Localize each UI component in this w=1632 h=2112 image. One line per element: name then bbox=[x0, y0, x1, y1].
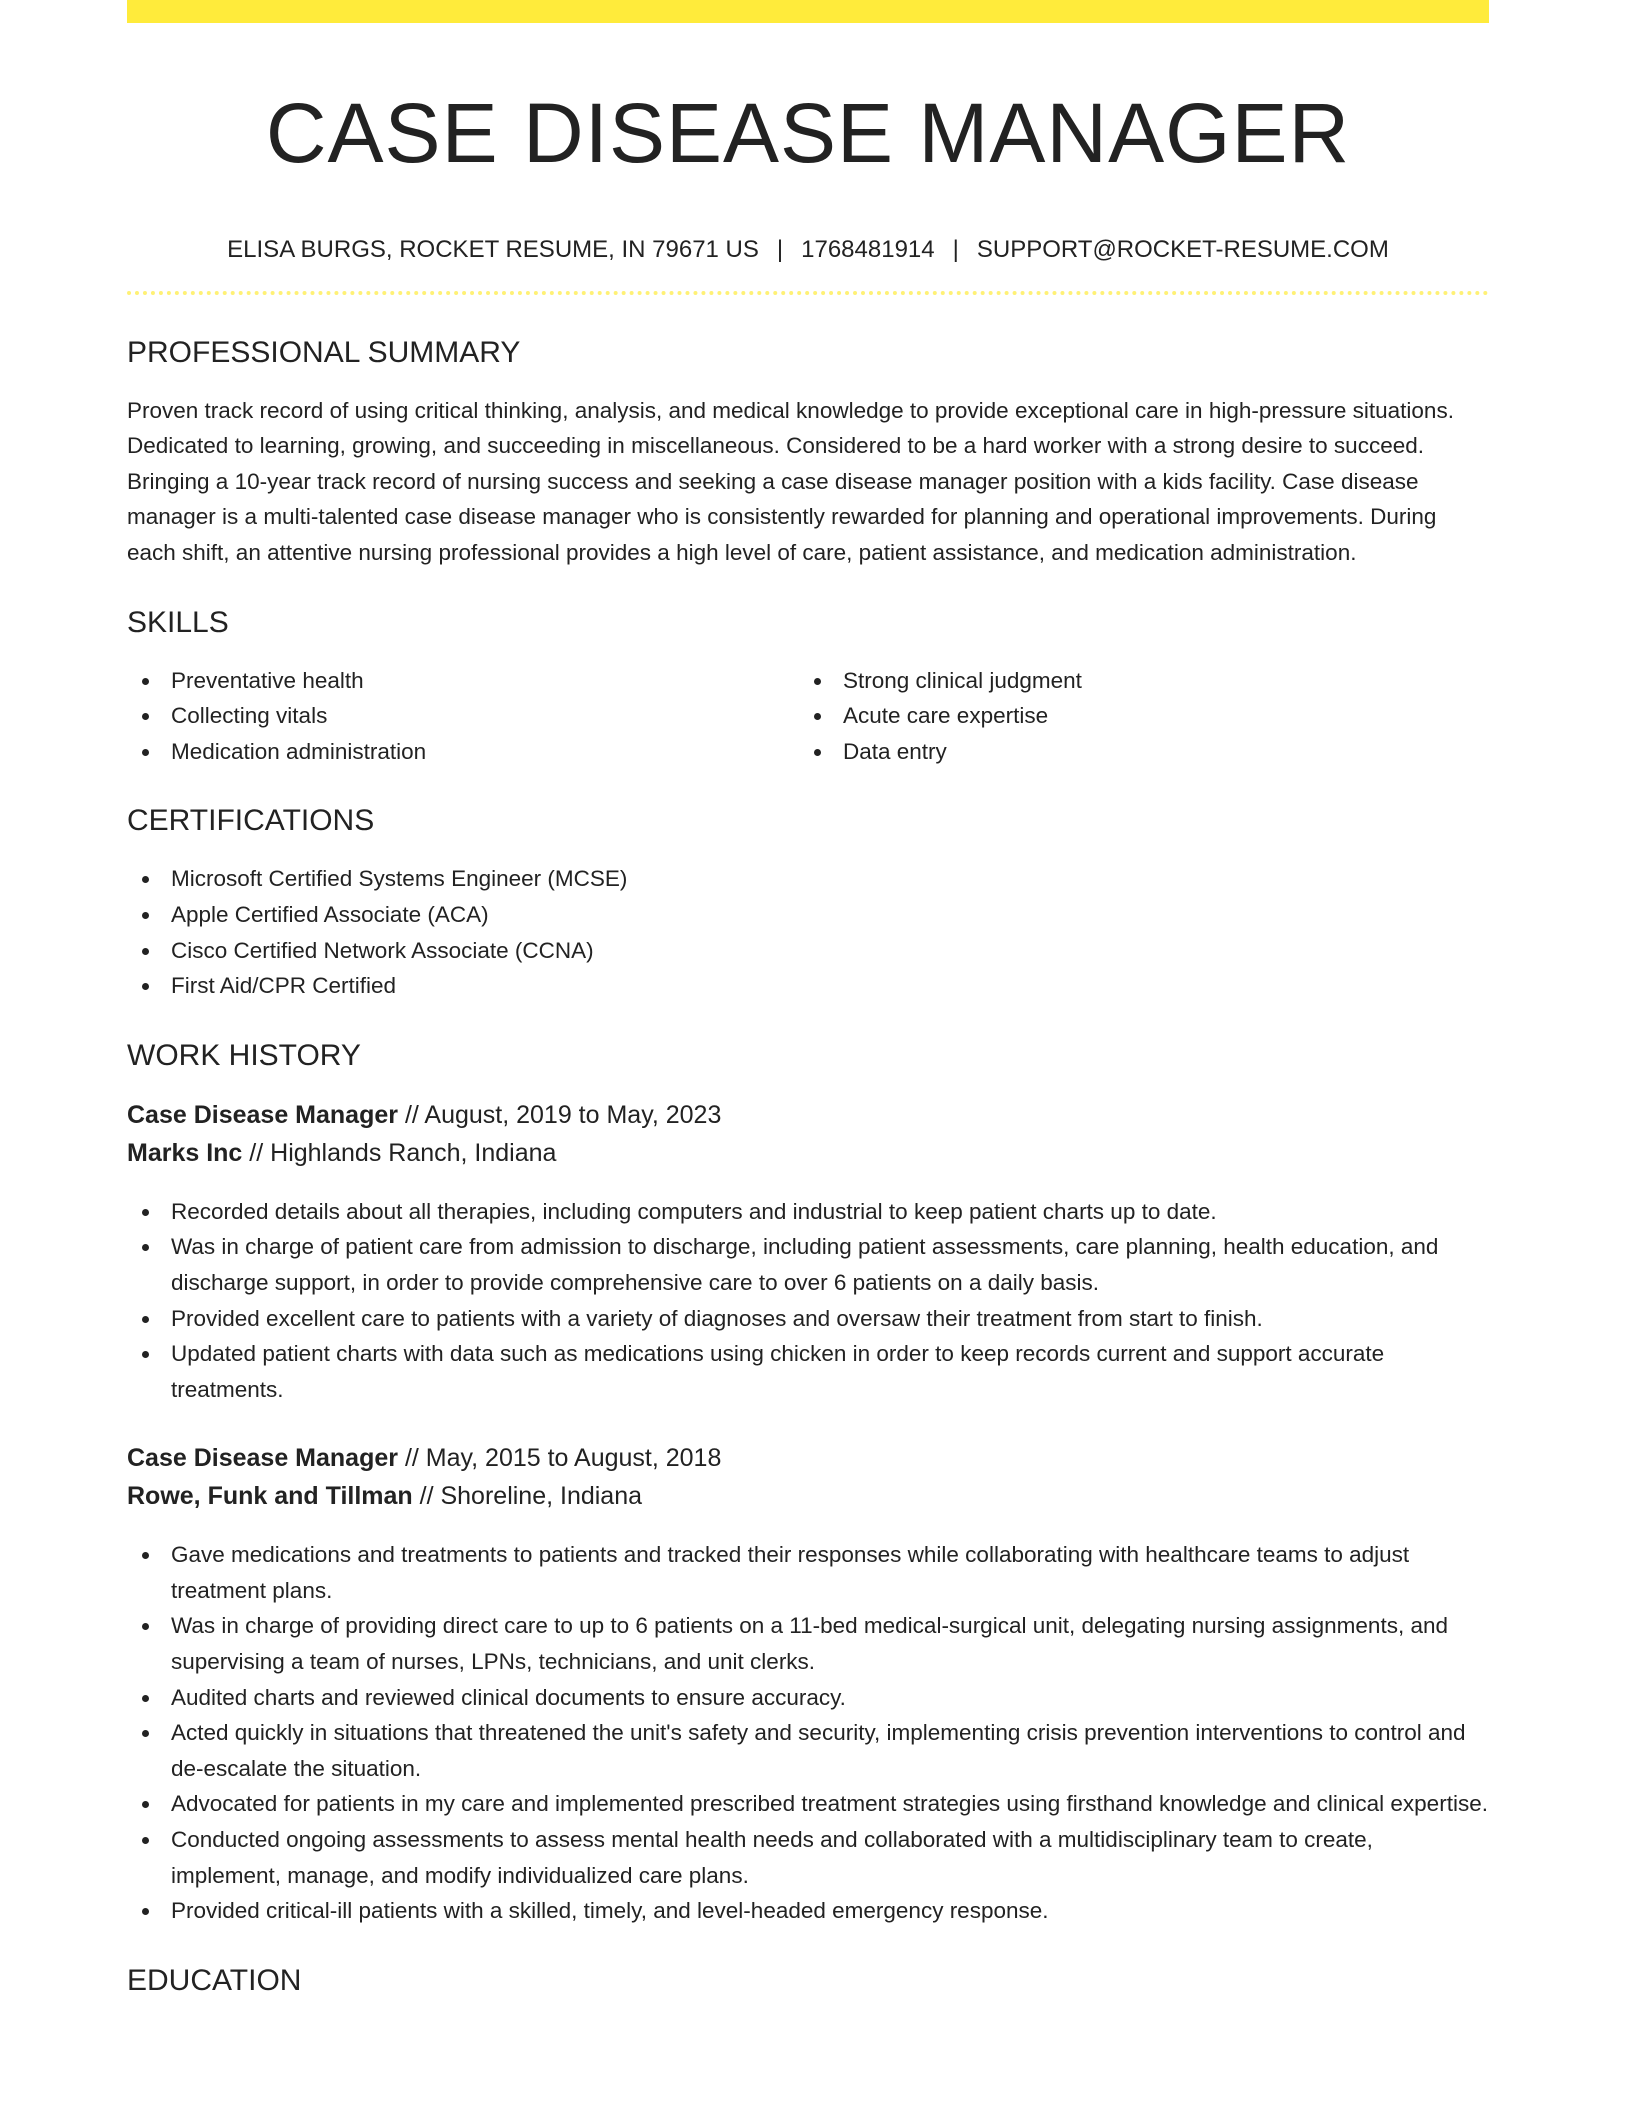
certification-item: Apple Certified Associate (ACA) bbox=[127, 897, 1489, 933]
job-duty-item: Acted quickly in situations that threatened the unit's safety and security, implementing crisis prevention interventions to control and de-escalate the situation. bbox=[127, 1715, 1489, 1786]
job-location: // Highlands Ranch, Indiana bbox=[249, 1138, 557, 1167]
job-dates: // August, 2019 to May, 2023 bbox=[404, 1100, 722, 1129]
job-company: Marks Inc bbox=[127, 1138, 243, 1167]
resume-title: CASE DISEASE MANAGER bbox=[265, 86, 1351, 180]
skill-item: Preventative health bbox=[127, 663, 799, 699]
job-duty-item: Was in charge of providing direct care to up to 6 patients on a 11-bed medical-surgical unit, delegating nursing assignments, and supervising a team of nurses, LPNs, technicians, and unit clerks. bbox=[127, 1608, 1489, 1679]
job-duty-item: Audited charts and reviewed clinical documents to ensure accuracy. bbox=[127, 1680, 1489, 1716]
contact-email: SUPPORT@ROCKET-RESUME.COM bbox=[976, 235, 1389, 263]
resume-page bbox=[127, 0, 1489, 1999]
skill-item: Strong clinical judgment bbox=[799, 663, 1471, 699]
job-duty-item: Was in charge of patient care from admission to discharge, including patient assessments, care planning, health education, and discharge support, in order to provide comprehensive care to over 6 patients on a daily basis. bbox=[127, 1229, 1489, 1300]
job-location: // Shoreline, Indiana bbox=[419, 1482, 643, 1511]
certification-item: First Aid/CPR Certified bbox=[127, 968, 1489, 1004]
job-duty-item: Updated patient charts with data such as medications using chicken in order to keep records current and support accurate treatments. bbox=[127, 1336, 1489, 1407]
summary-heading: PROFESSIONAL SUMMARY bbox=[127, 335, 521, 369]
skills-column-left bbox=[127, 663, 799, 770]
job-entry bbox=[127, 1096, 1489, 1408]
job-dates: // May, 2015 to August, 2018 bbox=[404, 1444, 722, 1473]
contact-address: ELISA BURGS, ROCKET RESUME, IN 79671 US bbox=[227, 235, 759, 263]
certification-item: Cisco Certified Network Associate (CCNA) bbox=[127, 933, 1489, 969]
dotted-divider bbox=[127, 291, 1489, 295]
job-role: Case Disease Manager bbox=[127, 1444, 398, 1473]
contact-separator: | bbox=[776, 235, 784, 263]
contact-separator: | bbox=[952, 235, 959, 263]
contact-line bbox=[127, 235, 1489, 265]
job-entry bbox=[127, 1439, 1489, 1929]
job-company: Rowe, Funk and Tillman bbox=[127, 1482, 413, 1511]
certifications-list bbox=[127, 861, 1489, 1003]
job-duty-item: Conducted ongoing assessments to assess mental health needs and collaborated with a multidisciplinary team to create, implement, manage, and modify individualized care plans. bbox=[127, 1822, 1489, 1893]
job-company-line bbox=[127, 1134, 1489, 1172]
job-duty-item: Recorded details about all therapies, including computers and industrial to keep patient charts up to date. bbox=[127, 1194, 1489, 1230]
job-role: Case Disease Manager bbox=[127, 1100, 398, 1129]
job-title-line bbox=[127, 1096, 1489, 1134]
skills-column-right bbox=[799, 663, 1471, 770]
job-duties-list bbox=[127, 1194, 1489, 1408]
contact-phone: 1768481914 bbox=[801, 235, 935, 263]
summary-text: Proven track record of using critical thinking, analysis, and medical knowledge to provide exceptional care in high-pressure situations. Dedicated to learning, growing, and succeeding in miscellaneous. Considered to be a hard worker with a strong desire to succeed. Bringing a 10-year track record of nursing success and seeking a case disease manager position with a kids facility. Case disease manager is a multi-talented case disease manager who is consistently rewarded for planning and operational improvements. During each shift, an attentive nursing professional provides a high level of care, patient assistance, and medication administration. bbox=[127, 397, 1454, 565]
education-heading: EDUCATION bbox=[127, 1963, 302, 1997]
job-duty-item: Provided excellent care to patients with a variety of diagnoses and oversaw their treatment from start to finish. bbox=[127, 1301, 1489, 1337]
job-duty-item: Advocated for patients in my care and implemented prescribed treatment strategies using firsthand knowledge and clinical expertise. bbox=[127, 1786, 1489, 1822]
work-history-heading: WORK HISTORY bbox=[127, 1038, 361, 1072]
certifications-heading: CERTIFICATIONS bbox=[127, 804, 375, 838]
skill-item: Medication administration bbox=[127, 734, 799, 770]
job-duties-list bbox=[127, 1537, 1489, 1929]
skills-heading: SKILLS bbox=[127, 605, 229, 639]
job-company-line bbox=[127, 1477, 1489, 1515]
accent-bar bbox=[127, 0, 1489, 23]
skills-list bbox=[127, 663, 1489, 770]
skill-item: Acute care expertise bbox=[799, 698, 1471, 734]
job-title-line bbox=[127, 1439, 1489, 1477]
skill-item: Collecting vitals bbox=[127, 698, 799, 734]
skill-item: Data entry bbox=[799, 734, 1471, 770]
certification-item: Microsoft Certified Systems Engineer (MCSE) bbox=[127, 861, 1489, 897]
job-duty-item: Provided critical-ill patients with a skilled, timely, and level-headed emergency response. bbox=[127, 1893, 1489, 1929]
job-duty-item: Gave medications and treatments to patients and tracked their responses while collaborating with healthcare teams to adjust treatment plans. bbox=[127, 1537, 1489, 1608]
